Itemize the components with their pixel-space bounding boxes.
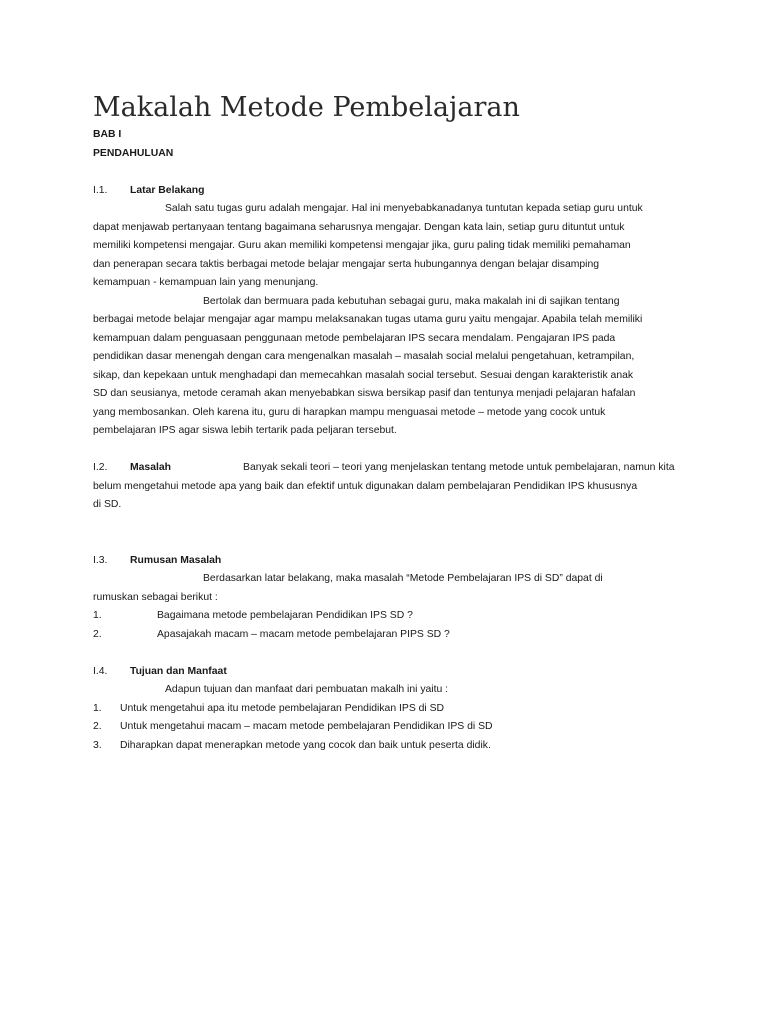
paragraph-line: dapat menjawab pertanyaan tentang bagaimana seharusnya mengajar. Dengan kata lain, setiap guru dituntut untuk xyxy=(93,221,625,233)
paragraph xyxy=(93,293,673,441)
paragraph-line: Bertolak dan bermuara pada kebutuhan sebagai guru, maka makalah ini di sajikan tentang xyxy=(203,295,620,307)
paragraph-line: yang membosankan. Oleh karena itu, guru di harapkan mampu menguasai metode – metode yang cocok untuk xyxy=(93,406,606,418)
numbered-list xyxy=(93,607,673,644)
document-title: Makalah Metode Pembelajaran xyxy=(93,92,520,123)
list-number: 2. xyxy=(93,628,102,640)
section-number: I.2. xyxy=(93,462,108,473)
paragraph xyxy=(93,570,673,607)
section-title: Rumusan Masalah xyxy=(130,554,222,566)
section-number: I.1. xyxy=(93,184,108,196)
paragraph-line: berbagai metode belajar mengajar agar mampu melaksanakan tugas utama guru yaitu mengajar. Apabila telah memiliki xyxy=(93,314,643,325)
section-title: Masalah xyxy=(130,462,172,473)
list-text: Diharapkan dapat menerapkan metode yang cocok dan baik untuk peserta didik. xyxy=(120,739,491,751)
paragraph xyxy=(93,478,673,515)
section-heading xyxy=(93,552,673,571)
paragraph-line: rumuskan sebagai berikut : xyxy=(93,591,218,603)
paragraph-line: Salah satu tugas guru adalah mengajar. Hal ini menyebabkanadanya tuntutan kepada setiap guru untuk xyxy=(165,203,643,214)
paragraph xyxy=(93,681,673,700)
list-text: Untuk mengetahui macam – macam metode pembelajaran Pendidikan IPS di SD xyxy=(120,721,493,732)
list-number: 1. xyxy=(93,702,102,714)
paragraph-line: Adapun tujuan dan manfaat dari pembuatan makalh ini yaitu : xyxy=(165,684,449,695)
paragraph-line: pembelajaran IPS agar siswa lebih tertarik pada peljaran tersebut. xyxy=(93,425,397,436)
section-title: Latar Belakang xyxy=(130,184,205,196)
list-text: Untuk mengetahui apa itu metode pembelajaran Pendidikan IPS di SD xyxy=(120,702,445,714)
paragraph-line: belum mengetahui metode apa yang baik dan efektif untuk digunakan dalam pembelajaran Pendidikan IPS khususnya xyxy=(93,480,638,492)
document-body xyxy=(93,126,673,755)
section-title: Tujuan dan Manfaat xyxy=(130,665,227,677)
list-text: Bagaimana metode pembelajaran Pendidikan IPS SD ? xyxy=(157,610,413,621)
paragraph-line: memiliki kompetensi mengajar. Guru akan memiliki kompetensi mengajar jika, guru paling tidak memiliki pemahaman xyxy=(93,240,631,251)
paragraph-line: Banyak sekali teori – teori yang menjelaskan tentang metode untuk pembelajaran, namun kita xyxy=(243,462,675,473)
list-item xyxy=(93,607,673,626)
paragraph-line: di SD. xyxy=(93,499,122,510)
list-number: 1. xyxy=(93,610,102,621)
section-number: I.4. xyxy=(93,665,108,677)
list-item xyxy=(93,718,673,737)
paragraph xyxy=(93,200,673,293)
list-text: Apasajakah macam – macam metode pembelajaran PIPS SD ? xyxy=(157,628,450,640)
list-number: 3. xyxy=(93,739,102,751)
paragraph-line: dan penerapan secara taktis berbagai metode belajar mengajar serta hubungannya dengan belajar disamping xyxy=(93,258,600,270)
section-heading xyxy=(93,663,673,682)
numbered-list xyxy=(93,700,673,756)
paragraph-line: kemampuan - kemampuan lain yang menunjang. xyxy=(93,277,319,288)
paragraph-line: Berdasarkan latar belakang, maka masalah “Metode Pembelajaran IPS di SD” dapat di xyxy=(203,573,603,584)
section-number: I.3. xyxy=(93,554,108,566)
list-item xyxy=(93,626,673,645)
paragraph-line: SD dan seusianya, metode ceramah akan menyebabkan siswa bersikap pasif dan tentunya menjadi pelajaran hafalan xyxy=(93,388,636,399)
paragraph-line: kemampuan dalam penguasaan penggunaan metode pembelajaran IPS secara mendalam. Pengajaran IPS pada xyxy=(93,332,616,344)
list-item xyxy=(93,700,673,719)
chapter-title: PENDAHULUAN xyxy=(93,147,174,159)
paragraph-line: sikap, dan kepekaan untuk menghadapi dan memecahkan masalah social tersebut. Sesuai dengan karakteristik anak xyxy=(93,369,634,381)
list-number: 2. xyxy=(93,721,102,732)
list-item xyxy=(93,737,673,756)
section-heading xyxy=(93,182,673,201)
paragraph-line: pendidikan dasar menengah dengan cara mengenalkan masalah – masalah social melalui pengetahuan, ketrampilan, xyxy=(93,351,635,362)
section-heading xyxy=(93,459,673,478)
chapter-label: BAB I xyxy=(93,129,122,140)
